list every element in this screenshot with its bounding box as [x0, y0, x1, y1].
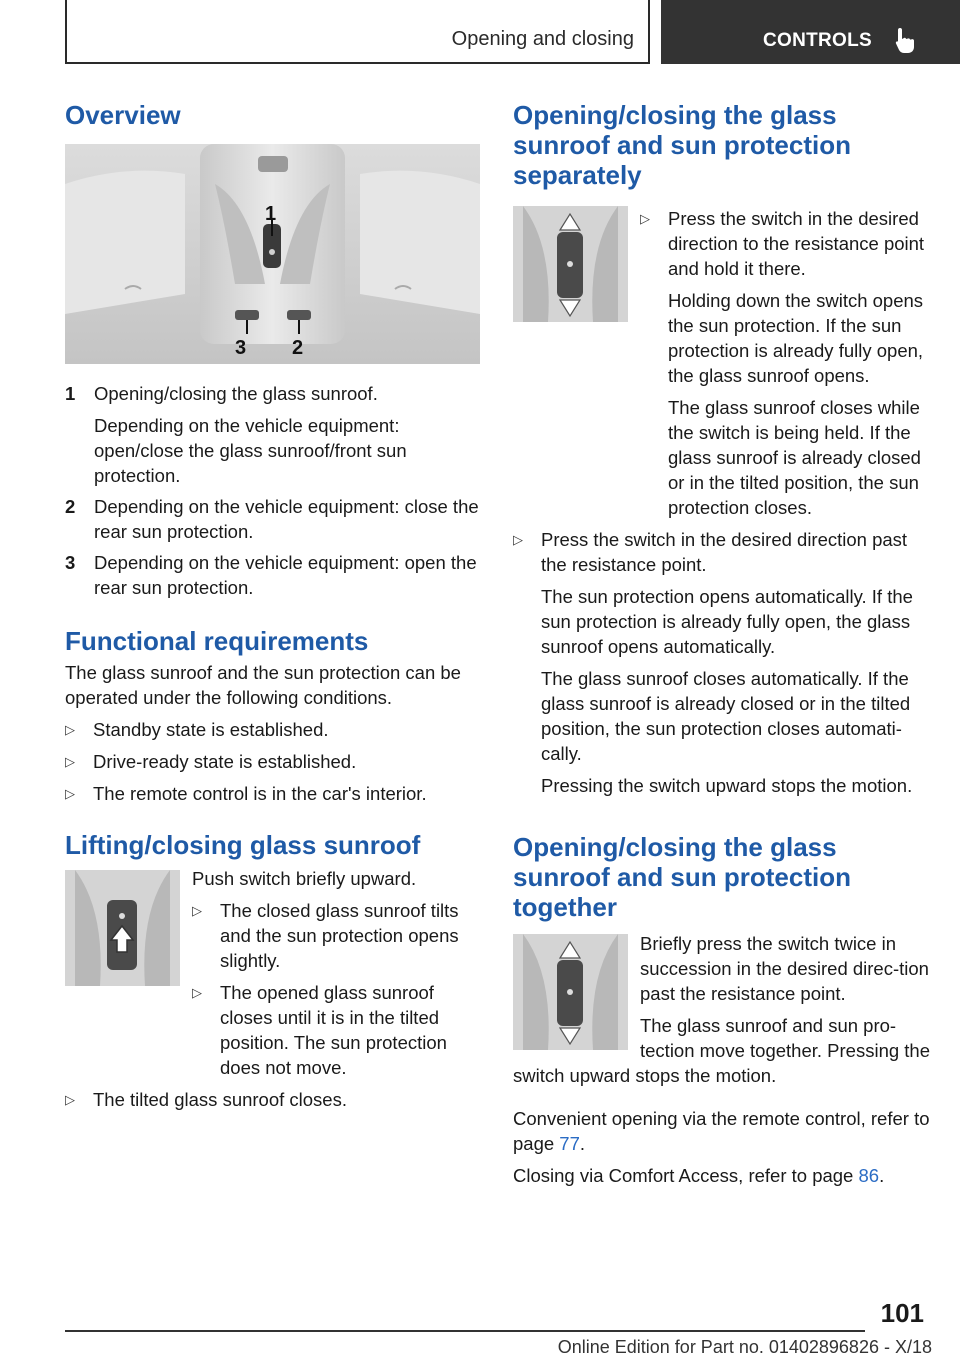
bullet-triangle-icon: ▷: [65, 722, 75, 737]
chapter-title: CONTROLS: [763, 30, 873, 51]
bullet-triangle-icon: ▷: [65, 754, 75, 769]
bullet-triangle-icon: ▷: [65, 786, 75, 801]
separately-list: [640, 199, 931, 520]
overview-legend: [65, 381, 480, 600]
left-column: [65, 100, 480, 1112]
lifting-list-continued: [65, 1087, 480, 1112]
list-item: ▷ The remote control is in the car's interior.: [65, 783, 427, 804]
legend-item: [65, 494, 480, 544]
footer-divider: [65, 1330, 865, 1332]
requirements-heading: Functional requirements: [65, 626, 369, 656]
lifting-heading: Lifting/closing glass sunroof: [65, 830, 421, 860]
figure-label-2: 2: [292, 337, 304, 359]
requirements-intro: The glass sunroof and the sun protection can be operated under the following conditions.: [65, 662, 461, 708]
requirements-list: [65, 717, 480, 806]
page-link[interactable]: 86: [858, 1165, 880, 1186]
switch-double-press-image: [513, 934, 628, 1050]
remote-reference: Convenient opening via the remote control, refer to page 77.: [513, 1108, 930, 1154]
list-item: ▷ The closed glass sunroof tilts and the sun protection opens slightly.: [192, 900, 459, 971]
lifting-list: [192, 898, 480, 1080]
bullet-triangle-icon: ▷: [192, 903, 202, 918]
page-number: 101: [880, 1298, 924, 1328]
bullet-triangle-icon: ▷: [192, 985, 202, 1000]
figure-label-3: 3: [235, 337, 247, 359]
separately-list-continued: [513, 527, 931, 798]
list-item: ▷ The opened glass sunroof closes until it is in the tilted position. The sun protection does not move.: [192, 982, 447, 1078]
figure-label-1: 1: [265, 203, 277, 225]
right-column: [513, 100, 931, 1188]
legend-item: [65, 381, 480, 488]
lifting-intro: Push switch briefly upward.: [192, 868, 417, 889]
list-item: ▷ Drive-ready state is established.: [65, 751, 357, 772]
together-heading: Opening/closing the glass sunroof and sun protection together: [513, 832, 851, 922]
together-text: The glass sunroof and sun pro‐tection move together. Pressing the switch upward stops the motion.: [513, 1015, 931, 1086]
overview-heading: Overview: [65, 100, 181, 130]
legend-number: 2: [65, 496, 76, 517]
lifting-block: [65, 870, 480, 1080]
legend-number: 1: [65, 383, 76, 404]
section-tab: [65, 0, 650, 64]
legend-item: [65, 550, 480, 600]
switch-push-up-image: [65, 870, 180, 986]
legend-text: Depending on the vehicle equipment: open/close the glass sunroof/front sun protection.: [94, 415, 407, 486]
legend-text: Depending on the vehicle equipment: open the rear sun protection.: [94, 552, 477, 598]
list-item: ▷ The tilted glass sunroof closes.: [65, 1089, 347, 1110]
list-item: ▷ Press the switch in the desired direction past the resistance point. The sun protection opens automatically. If the sun protection is already fully open, the glass sunroof opens automatically. The glass sunroof closes automatically. If the glass sunroof is already closed or in the tilted position, the sun protection closes automati‐cally. Pressing the switch upward stops the motion.: [513, 529, 913, 796]
list-item: ▷ Standby state is established.: [65, 719, 329, 740]
page-link[interactable]: 77: [559, 1133, 580, 1154]
bullet-triangle-icon: ▷: [65, 1092, 75, 1107]
page-header: [0, 0, 960, 66]
bullet-triangle-icon: ▷: [640, 211, 650, 226]
comfort-reference: Closing via Comfort Access, refer to page 86.: [513, 1165, 885, 1186]
roof-control-panel-image: [65, 144, 480, 364]
legend-text: Opening/closing the glass sunroof.: [94, 383, 378, 404]
section-title: Opening and closing: [451, 28, 634, 50]
footer-edition: Online Edition for Part no. 01402896826 - X/18: [557, 1337, 932, 1357]
separately-block: [513, 206, 931, 520]
bullet-triangle-icon: ▷: [513, 532, 523, 547]
together-text: Briefly press the switch twice in succession in the desired direc‐tion past the resistance point.: [640, 934, 929, 1004]
legend-number: 3: [65, 552, 76, 573]
pointing-hand-icon: [893, 26, 919, 54]
together-block: [513, 934, 931, 1088]
list-item: ▷ Press the switch in the desired direction to the resistance point and hold it there. Holding down the switch opens the sun protection. If the sun protection is already fully open, the glass sunroof opens. The glass sunroof closes while the switch is being held. If the glass sunroof is already closed or in the tilted position, the sun protection closes.: [640, 208, 925, 518]
switch-direction-image: [513, 206, 628, 322]
separately-heading: Opening/closing the glass sunroof and sun protection separately: [513, 100, 851, 190]
legend-text: Depending on the vehicle equipment: close the rear sun protection.: [94, 496, 479, 542]
